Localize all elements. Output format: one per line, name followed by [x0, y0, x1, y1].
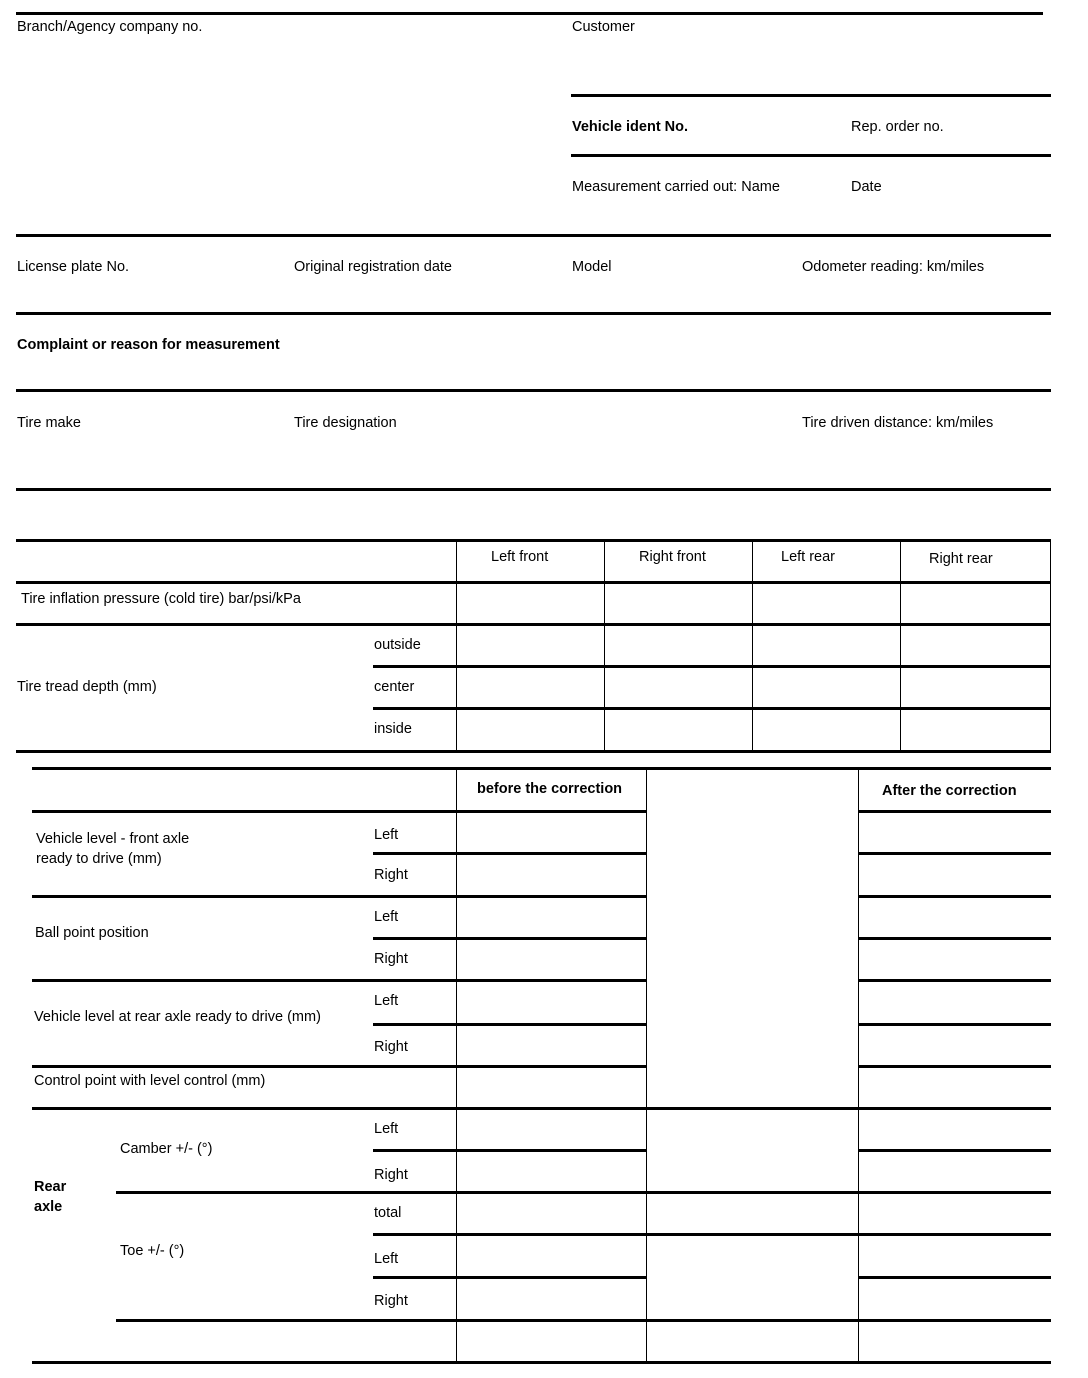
rear-level-right: Right: [374, 1039, 408, 1055]
horizontal-rule: [32, 810, 646, 813]
model-label: Model: [572, 259, 612, 275]
horizontal-rule: [32, 895, 646, 898]
control-point-label: Control point with level control (mm): [34, 1073, 266, 1089]
horizontal-rule: [116, 1191, 1051, 1194]
horizontal-rule: [16, 312, 1051, 315]
horizontal-rule: [858, 810, 1051, 813]
toe-label: Toe +/- (°): [120, 1243, 185, 1259]
rear-axle-label-2: axle: [34, 1199, 63, 1215]
tread-center: center: [374, 679, 415, 695]
front-level-right: Right: [374, 867, 408, 883]
tire-make-label: Tire make: [17, 415, 81, 431]
branch-label: Branch/Agency company no.: [17, 19, 203, 35]
vertical-rule: [646, 768, 647, 1362]
front-level-label: Vehicle level - front axle: [36, 831, 190, 847]
date-label: Date: [851, 179, 882, 195]
vin-label: Vehicle ident No.: [572, 119, 689, 135]
horizontal-rule: [571, 94, 1051, 97]
col-right-front: Right front: [639, 549, 706, 565]
col-left-rear: Left rear: [781, 549, 835, 565]
horizontal-rule: [116, 1319, 1051, 1322]
horizontal-rule: [858, 1023, 1051, 1026]
horizontal-rule: [858, 852, 1051, 855]
horizontal-rule: [373, 1023, 646, 1026]
col-left-front: Left front: [491, 549, 549, 565]
vertical-rule: [456, 768, 457, 1362]
front-level-left: Left: [374, 827, 399, 843]
horizontal-rule: [16, 234, 1051, 237]
horizontal-rule: [858, 1276, 1051, 1279]
camber-left: Left: [374, 1121, 399, 1137]
tire-designation-label: Tire designation: [294, 415, 397, 431]
rear-axle-label: Rear: [34, 1179, 67, 1195]
horizontal-rule: [16, 623, 1051, 626]
rep-order-label: Rep. order no.: [851, 119, 944, 135]
horizontal-rule: [858, 937, 1051, 940]
toe-total: total: [374, 1205, 402, 1221]
toe-right: Right: [374, 1293, 408, 1309]
horizontal-rule: [32, 767, 1051, 770]
after-correction-header: After the correction: [882, 783, 1017, 799]
horizontal-rule: [858, 1065, 1051, 1068]
horizontal-rule: [16, 12, 1043, 15]
customer-label: Customer: [572, 19, 635, 35]
toe-left: Left: [374, 1251, 399, 1267]
horizontal-rule: [16, 389, 1051, 392]
horizontal-rule: [373, 852, 646, 855]
tread-label: Tire tread depth (mm): [17, 679, 157, 695]
ball-point-label: Ball point position: [35, 925, 149, 941]
horizontal-rule: [373, 1149, 646, 1152]
registration-date-label: Original registration date: [294, 259, 452, 275]
rear-level-label: Vehicle level at rear axle ready to drive (mm): [34, 1009, 321, 1025]
vertical-rule: [604, 540, 605, 751]
horizontal-rule: [373, 1276, 646, 1279]
horizontal-rule: [571, 154, 1051, 157]
odometer-label: Odometer reading: km/miles: [802, 259, 985, 275]
horizontal-rule: [373, 937, 646, 940]
pressure-label: Tire inflation pressure (cold tire) bar/psi/kPa: [21, 591, 301, 607]
tread-inside: inside: [374, 721, 412, 737]
horizontal-rule: [373, 707, 1051, 710]
front-level-label-2: ready to drive (mm): [36, 851, 162, 867]
horizontal-rule: [32, 1361, 1051, 1364]
horizontal-rule: [858, 895, 1051, 898]
horizontal-rule: [373, 1233, 1051, 1236]
ball-point-right: Right: [374, 951, 408, 967]
camber-label: Camber +/- (°): [120, 1141, 213, 1157]
col-right-rear: Right rear: [929, 551, 993, 567]
vertical-rule: [456, 540, 457, 751]
tread-outside: outside: [374, 637, 421, 653]
rear-level-left: Left: [374, 993, 399, 1009]
measured-by-label: Measurement carried out: Name: [572, 179, 780, 195]
vertical-rule: [858, 768, 859, 1362]
horizontal-rule: [16, 488, 1051, 491]
horizontal-rule: [16, 539, 1051, 542]
vertical-rule: [752, 540, 753, 751]
vertical-rule: [1050, 540, 1051, 751]
horizontal-rule: [16, 581, 1051, 584]
ball-point-left: Left: [374, 909, 399, 925]
horizontal-rule: [373, 665, 1051, 668]
horizontal-rule: [16, 750, 1051, 753]
horizontal-rule: [858, 979, 1051, 982]
complaint-label: Complaint or reason for measurement: [17, 337, 280, 353]
horizontal-rule: [32, 979, 646, 982]
before-correction-header: before the correction: [477, 781, 623, 797]
horizontal-rule: [858, 1149, 1051, 1152]
horizontal-rule: [32, 1107, 1051, 1110]
license-plate-label: License plate No.: [17, 259, 130, 275]
horizontal-rule: [32, 1065, 646, 1068]
camber-right: Right: [374, 1167, 408, 1183]
vertical-rule: [900, 540, 901, 751]
tire-distance-label: Tire driven distance: km/miles: [802, 415, 994, 431]
